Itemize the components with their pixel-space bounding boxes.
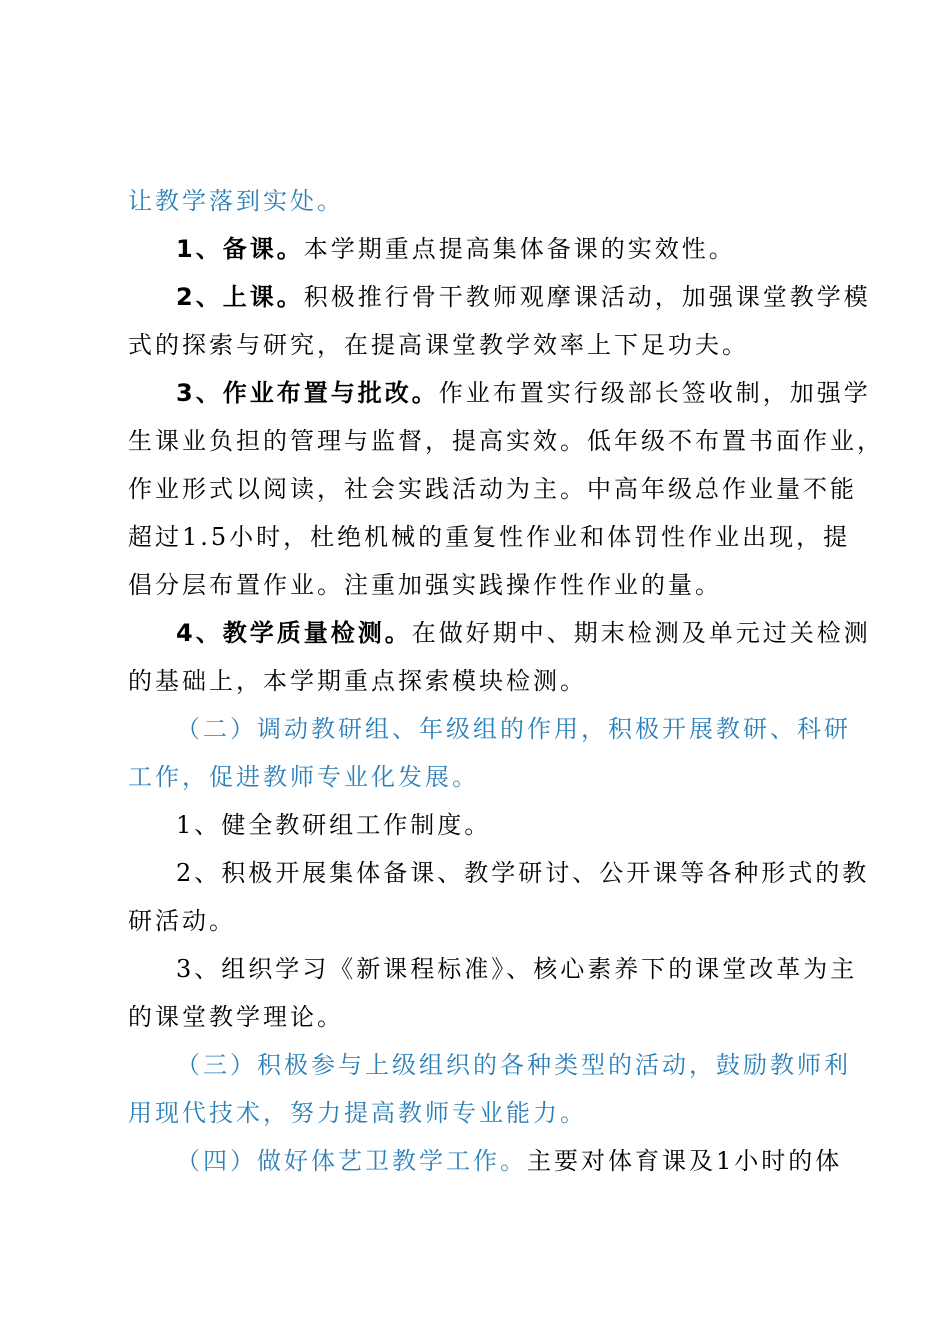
item-4-heading: 4、教学质量检测。 [176,619,412,647]
text-line-4: 式的探索与研究，在提高课堂教学效率上下足功夫。 [128,331,749,359]
item-4-body: 在做好期中、期末检测及单元过关检测 [411,619,871,647]
section-4-line [176,1143,896,1179]
item-3-body: 作业布置实行级部长签收制，加强学 [438,379,871,407]
text-line-6: 生课业负担的管理与监督，提高实效。低年级不布置书面作业， [128,427,884,455]
text-line-17: 3、组织学习《新课程标准》、核心素养下的课堂改革为主 [176,955,858,983]
text-line-1: 让教学落到实处。 [128,187,344,215]
text-line-8: 超过1.5小时，杜绝机械的重复性作业和体罚性作业出现，提 [128,523,851,551]
item-2-class [176,279,896,315]
section-2-heading-cont: 工作，促进教师专业化发展。 [128,763,479,791]
section-3-heading-cont: 用现代技术，努力提高教师专业能力。 [128,1099,587,1127]
text-line-15: 2、积极开展集体备课、教学研讨、公开课等各种形式的教 [176,859,870,887]
item-3-heading: 3、作业布置与批改。 [176,379,439,407]
item-2-body: 积极推行骨干教师观摩课活动，加强课堂教学模 [303,283,871,311]
text-line-18: 的课堂教学理论。 [128,1003,344,1031]
item-2-heading: 2、上课。 [176,283,304,311]
section-4-heading: （四）做好体艺卫教学工作。 [176,1147,527,1175]
text-line-11: 的基础上，本学期重点探索模块检测。 [128,667,587,695]
section-3-heading: （三）积极参与上级组织的各种类型的活动，鼓励教师利 [176,1051,851,1079]
item-3-homework [176,375,896,411]
text-line-7: 作业形式以阅读，社会实践活动为主。中高年级总作业量不能 [128,475,857,503]
item-1-heading: 1、备课。 [176,235,304,263]
section-4-body: 主要对体育课及1小时的体 [527,1147,843,1175]
item-1-prep [176,231,896,267]
item-1-body: 本学期重点提高集体备课的实效性。 [303,235,736,263]
text-line-14: 1、健全教研组工作制度。 [176,811,492,839]
text-line-16: 研活动。 [128,907,236,935]
item-4-quality [176,615,896,651]
text-line-9: 倡分层布置作业。注重加强实践操作性作业的量。 [128,571,722,599]
section-2-heading: （二）调动教研组、年级组的作用，积极开展教研、科研 [176,715,851,743]
